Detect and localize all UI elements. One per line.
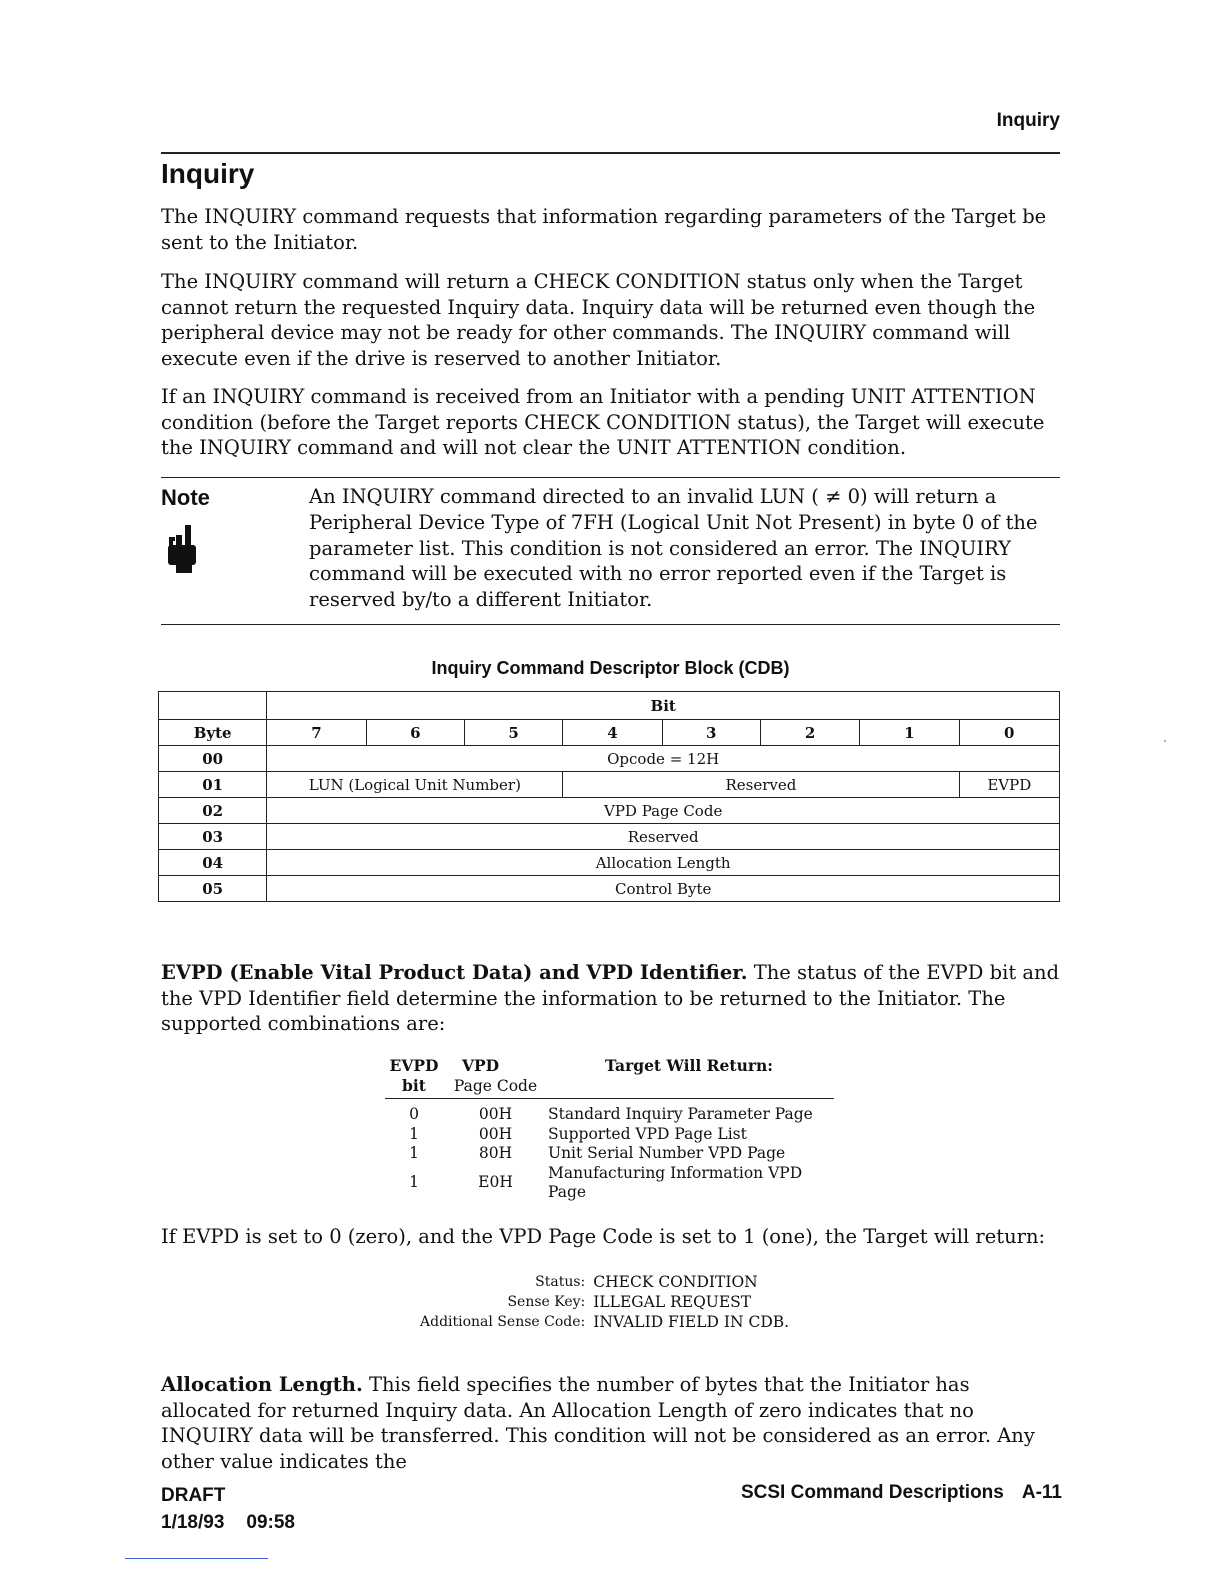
footer-section: SCSI Command Descriptions — [740, 1482, 1004, 1503]
evpd-zero-paragraph — [161, 1224, 1061, 1250]
footer-draft: DRAFT — [161, 1485, 226, 1506]
sense-key-value: ILLEGAL REQUEST — [593, 1293, 752, 1311]
combo-evpd: 0 — [409, 1105, 419, 1123]
sense-row — [420, 1272, 789, 1292]
combo-header-evpd-line1: EVPD — [389, 1056, 439, 1075]
cdb-bit-1: 1 — [860, 720, 959, 746]
footer-page-info — [741, 1482, 1062, 1504]
cdb-field: Opcode = 12H — [267, 746, 1060, 772]
note-text: An INQUIRY command directed to an invalid LUN ( ≠ 0) will return a Peripheral Device Type of 7FH (Logical Unit Not Present) in byte 0 of the parameter list. This condition is not considered an error. The INQUIRY command will be executed with no error reported even if the Target is reserved by/to a different Initiator. — [309, 485, 1038, 612]
cdb-bit-6: 6 — [366, 720, 464, 746]
combo-header-evpd — [385, 1056, 443, 1099]
paragraph-1 — [161, 204, 1061, 255]
cdb-row-02 — [159, 798, 1060, 824]
cdb-bit-2: 2 — [760, 720, 859, 746]
combo-row — [385, 1125, 834, 1145]
section-title: Inquiry — [161, 158, 255, 189]
cdb-field-lun: LUN (Logical Unit Number) — [267, 772, 563, 798]
bottom-edge-line — [125, 1558, 268, 1559]
combo-vpd: 80H — [478, 1144, 513, 1162]
combo-row — [385, 1164, 834, 1203]
combo-header-return-text: Target Will Return: — [604, 1056, 774, 1075]
combo-return: Manufacturing Information VPD Page — [548, 1163, 803, 1201]
paragraph-2-text: The INQUIRY command will return a CHECK CONDITION status only when the Target cannot return the requested Inquiry data. Inquiry data will be returned even though the peripheral device may not be ready for other commands. The INQUIRY command will execute even if the drive is reserved to another Initiator. — [161, 270, 1036, 370]
cdb-field: VPD Page Code — [267, 798, 1060, 824]
pointing-hand-icon — [166, 523, 200, 580]
cdb-table — [158, 691, 1060, 902]
scan-speck — [1164, 740, 1166, 742]
cdb-bit-header: Bit — [267, 692, 1060, 720]
running-header: Inquiry — [996, 110, 1060, 131]
cdb-field-evpd: EVPD — [959, 772, 1059, 798]
cdb-bit-4: 4 — [563, 720, 662, 746]
cdb-byte: 00 — [159, 746, 267, 772]
cdb-bit-header-row — [159, 692, 1060, 720]
combo-header-row — [385, 1056, 834, 1099]
combo-vpd: 00H — [478, 1105, 513, 1123]
combo-evpd: 1 — [409, 1173, 419, 1192]
allocation-length-heading: Allocation Length. — [161, 1373, 363, 1396]
combo-return: Standard Inquiry Parameter Page — [548, 1105, 813, 1123]
paragraph-1-text: The INQUIRY command requests that information regarding parameters of the Target be sent to the Initiator. — [161, 205, 1047, 254]
combo-header-return — [548, 1056, 834, 1099]
cdb-byte: 01 — [159, 772, 267, 798]
cdb-bit-0: 0 — [959, 720, 1059, 746]
cdb-field: Allocation Length — [267, 850, 1060, 876]
cdb-row-04 — [159, 850, 1060, 876]
cdb-field-reserved: Reserved — [563, 772, 959, 798]
combo-vpd: 00H — [478, 1124, 513, 1143]
sense-row — [420, 1292, 789, 1312]
cdb-row-00 — [159, 746, 1060, 772]
sense-row — [420, 1312, 789, 1332]
cdb-bit-7: 7 — [267, 720, 366, 746]
combo-header-vpd-line1: VPD — [461, 1056, 500, 1075]
cdb-bits-row — [159, 720, 1060, 746]
note-top-rule — [161, 477, 1060, 478]
cdb-byte: 03 — [159, 824, 267, 850]
asc-value: INVALID FIELD IN CDB. — [593, 1313, 790, 1331]
status-value: CHECK CONDITION — [593, 1273, 758, 1291]
combo-header-evpd-line2: bit — [402, 1076, 426, 1095]
cdb-field: Reserved — [267, 824, 1060, 850]
cdb-row-05 — [159, 876, 1060, 902]
cdb-byte: 05 — [159, 876, 267, 902]
top-rule — [161, 152, 1060, 154]
evpd-paragraph — [161, 960, 1061, 1037]
cdb-byte: 04 — [159, 850, 267, 876]
paragraph-2 — [161, 269, 1061, 371]
cdb-title: Inquiry Command Descriptor Block (CDB) — [431, 658, 790, 678]
combo-row — [385, 1099, 834, 1125]
cdb-byte-header: Byte — [159, 720, 267, 746]
status-label: Status: — [535, 1274, 586, 1290]
combo-header-vpd — [443, 1056, 548, 1099]
sense-data-table — [420, 1272, 789, 1332]
combo-row — [385, 1144, 834, 1164]
cdb-byte: 02 — [159, 798, 267, 824]
paragraph-3-text: If an INQUIRY command is received from an Initiator with a pending UNIT ATTENTION condition (before the Target reports CHECK CONDITION status), the Target will execute the INQUIRY command and will not clear the UNIT ATTENTION condition. — [161, 385, 1045, 459]
page-number: A-11 — [1021, 1482, 1062, 1503]
sense-key-label: Sense Key: — [507, 1294, 586, 1310]
evpd-heading: EVPD (Enable Vital Product Data) and VPD Identifier. — [161, 961, 748, 984]
combo-return: Supported VPD Page List — [548, 1124, 747, 1143]
footer-draft-stamp — [161, 1482, 295, 1536]
footer-time: 09:58 — [246, 1512, 296, 1533]
note-bottom-rule — [161, 624, 1060, 625]
evpd-zero-text: If EVPD is set to 0 (zero), and the VPD Page Code is set to 1 (one), the Target will return: — [161, 1225, 1046, 1248]
evpd-text: The status of the EVPD bit and the VPD Identifier field determine the information to be returned to the Initiator. The supported combinations are: — [161, 961, 1060, 1035]
allocation-length-paragraph — [161, 1372, 1061, 1474]
asc-label: Additional Sense Code: — [420, 1314, 586, 1330]
cdb-corner-cell — [159, 692, 267, 720]
cdb-field: Control Byte — [267, 876, 1060, 902]
paragraph-3 — [161, 384, 1061, 461]
cdb-bit-3: 3 — [662, 720, 760, 746]
evpd-combinations-table — [385, 1056, 834, 1203]
combo-header-vpd-line2: Page Code — [453, 1077, 538, 1095]
cdb-row-01 — [159, 772, 1060, 798]
combo-evpd: 1 — [409, 1124, 419, 1143]
combo-return: Unit Serial Number VPD Page — [548, 1144, 786, 1162]
cdb-bit-5: 5 — [464, 720, 562, 746]
cdb-row-03 — [159, 824, 1060, 850]
footer-date: 1/18/93 — [161, 1512, 225, 1533]
combo-evpd: 1 — [409, 1144, 419, 1162]
combo-vpd: E0H — [478, 1173, 513, 1192]
allocation-length-text: This field specifies the number of bytes that the Initiator has allocated for returned Inquiry data. An Allocation Length of zero indicates that no INQUIRY data will be transferred. This condition will not be considered as an error. Any other value indicates the — [161, 1373, 1035, 1473]
note-label: Note — [161, 485, 210, 510]
